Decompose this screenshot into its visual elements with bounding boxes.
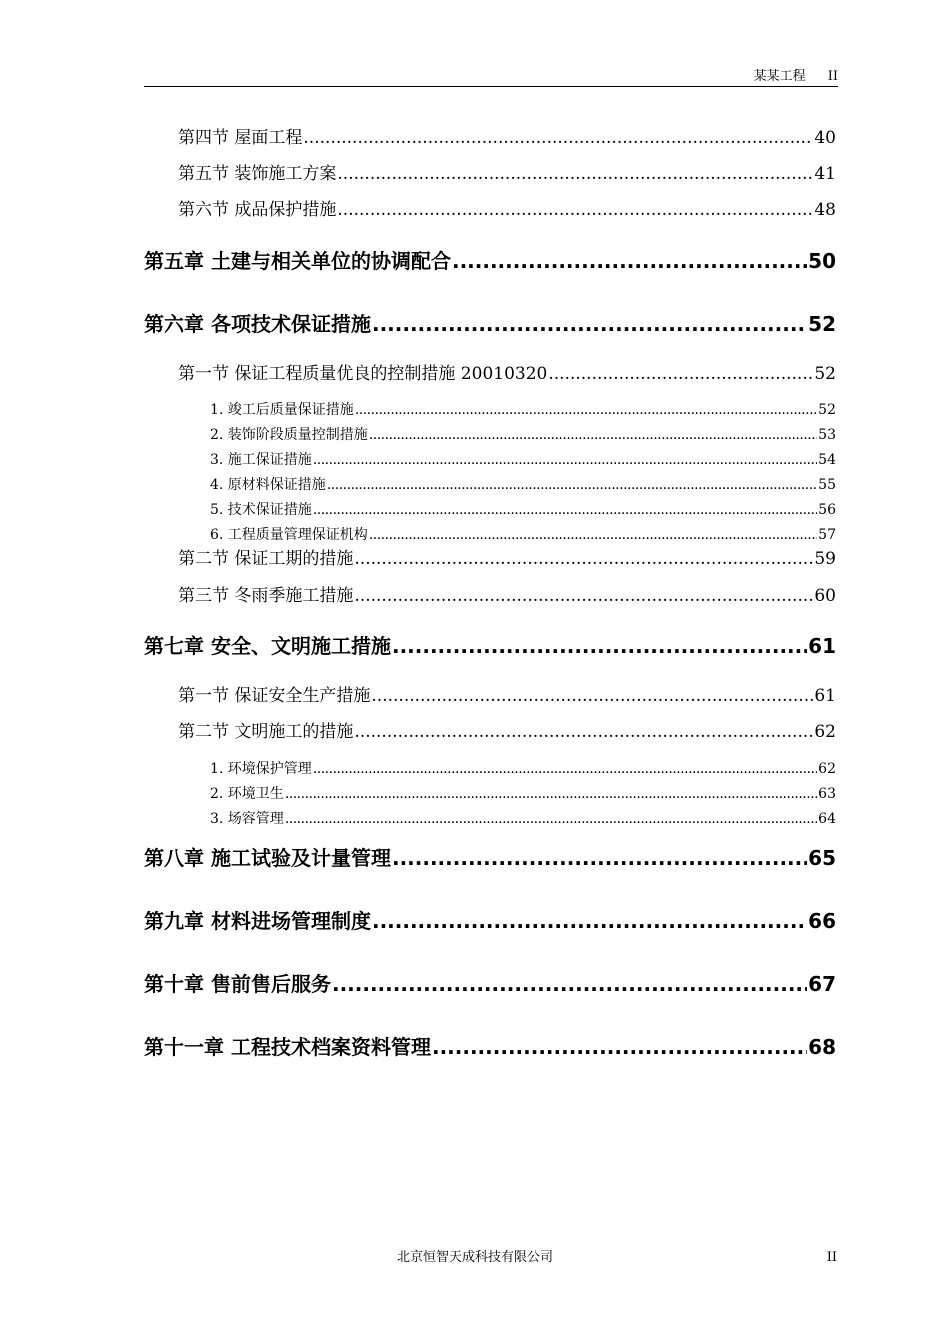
toc-dot-leader [285,785,817,803]
toc-page-number: 48 [814,200,836,220]
toc-section-row[interactable] [178,199,836,221]
toc-section-row[interactable] [178,721,836,743]
toc-entry-title: 第十一章 工程技术档案资料管理 [144,1035,431,1059]
toc-page-number: 55 [818,477,836,493]
toc-page-number: 52 [814,364,836,384]
toc-dot-leader [313,451,817,469]
toc-page-number: 64 [818,811,836,827]
toc-chapter-row[interactable] [144,845,836,871]
toc-entry-title: 1. 竣工后质量保证措施 [210,402,354,418]
toc-dot-leader [548,363,813,385]
toc-page-number: 50 [808,249,836,273]
toc-section-row[interactable] [178,363,836,385]
toc-chapter-row[interactable] [144,633,836,659]
toc-page-number: 65 [808,846,836,870]
toc-entry-title: 第四节 屋面工程 [178,128,303,148]
toc-dot-leader [392,633,807,659]
toc-dot-leader [354,585,813,607]
toc-section-row[interactable] [178,585,836,607]
toc-dot-leader [354,721,813,743]
toc-section-row[interactable] [178,127,836,149]
page-header [144,68,838,87]
toc-page-number: 52 [808,312,836,336]
toc-item-row[interactable] [210,760,836,778]
toc-dot-leader [369,426,817,444]
toc-page-number: 40 [814,128,836,148]
toc-item-row[interactable] [210,501,836,519]
toc-entry-title: 第六节 成品保护措施 [178,200,337,220]
toc-entry-title: 6. 工程质量管理保证机构 [210,527,368,543]
toc-page-number: 61 [814,686,836,706]
toc-item-row[interactable] [210,526,836,544]
toc-chapter-row[interactable] [144,248,836,274]
toc-item-row[interactable] [210,476,836,494]
toc-page-number: 60 [814,586,836,606]
toc-dot-leader [332,971,807,997]
toc-item-row[interactable] [210,810,836,828]
toc-entry-title: 第一节 保证安全生产措施 [178,686,371,706]
toc-page-number: 62 [814,722,836,742]
toc-page-number: 62 [818,761,836,777]
toc-entry-title: 第一节 保证工程质量优良的控制措施 20010320 [178,364,548,384]
toc-entry-title: 第九章 材料进场管理制度 [144,909,371,933]
toc-item-row[interactable] [210,785,836,803]
toc-item-row[interactable] [210,426,836,444]
toc-dot-leader [313,501,817,519]
toc-page-number: 53 [818,427,836,443]
toc-entry-title: 2. 装饰阶段质量控制措施 [210,427,368,443]
toc-entry-title: 第六章 各项技术保证措施 [144,312,371,336]
toc-chapter-row[interactable] [144,971,836,997]
toc-dot-leader [371,685,813,707]
toc-dot-leader [313,760,817,778]
toc-dot-leader [452,248,807,274]
toc-entry-title: 1. 环境保护管理 [210,761,312,777]
toc-dot-leader [355,401,817,419]
toc-page-number: 57 [818,527,836,543]
toc-dot-leader [369,526,817,544]
toc-item-row[interactable] [210,401,836,419]
toc-section-row[interactable] [178,685,836,707]
toc-entry-title: 第二节 文明施工的措施 [178,722,354,742]
toc-item-row[interactable] [210,451,836,469]
toc-dot-leader [372,311,807,337]
toc-dot-leader [285,810,817,828]
toc-entry-title: 5. 技术保证措施 [210,502,312,518]
toc-dot-leader [354,548,813,570]
toc-page-number: 56 [818,502,836,518]
toc-entry-title: 3. 场容管理 [210,811,284,827]
toc-entry-title: 2. 环境卫生 [210,786,284,802]
toc-entry-title: 第七章 安全、文明施工措施 [144,634,391,658]
toc-page-number: 41 [814,164,836,184]
toc-entry-title: 4. 原材料保证措施 [210,477,326,493]
footer-company: 北京恒智天成科技有限公司 [396,1250,553,1265]
toc-page-number: 54 [818,452,836,468]
toc-chapter-row[interactable] [144,1034,836,1060]
toc-page-number: 68 [808,1035,836,1059]
toc-page-number: 67 [808,972,836,996]
toc-dot-leader [392,845,807,871]
toc-entry-title: 第八章 施工试验及计量管理 [144,846,391,870]
toc-entry-title: 第十章 售前售后服务 [144,972,331,996]
header-page-number: II [827,69,838,84]
header-info [736,68,838,86]
toc-dot-leader [337,199,813,221]
toc-dot-leader [303,127,813,149]
toc-dot-leader [372,908,807,934]
toc-dot-leader [432,1034,807,1060]
footer-page-number: II [826,1250,837,1265]
toc-entry-title: 第二节 保证工期的措施 [178,549,354,569]
toc-page-number: 63 [818,786,836,802]
toc-page-number: 59 [814,549,836,569]
toc-page-number: 52 [818,402,836,418]
toc-dot-leader [327,476,817,494]
toc-page-number: 66 [808,909,836,933]
toc-dot-leader [337,163,813,185]
toc-chapter-row[interactable] [144,311,836,337]
toc-chapter-row[interactable] [144,908,836,934]
toc-entry-title: 3. 施工保证措施 [210,452,312,468]
toc-entry-title: 第五章 土建与相关单位的协调配合 [144,249,451,273]
toc-section-row[interactable] [178,548,836,570]
toc-page-number: 61 [808,634,836,658]
header-title: 某某工程 [753,69,806,84]
toc-entry-title: 第五节 装饰施工方案 [178,164,337,184]
toc-section-row[interactable] [178,163,836,185]
toc-entry-title: 第三节 冬雨季施工措施 [178,586,354,606]
